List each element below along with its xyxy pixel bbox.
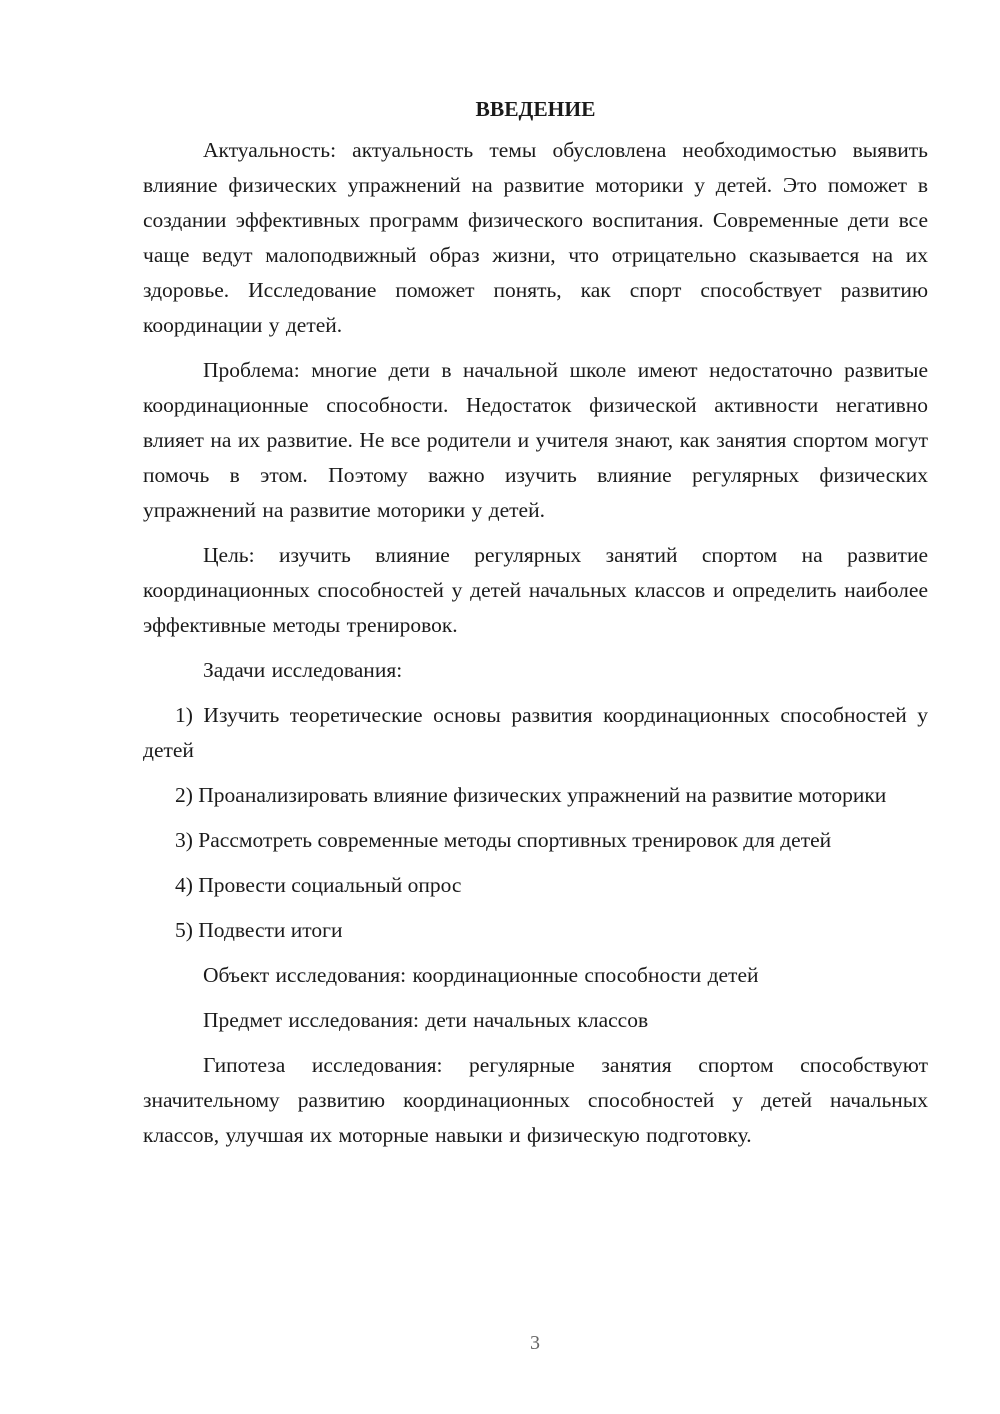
research-object: Объект исследования: координационные способности детей — [203, 963, 759, 987]
problem-paragraph: Проблема: многие дети в начальной школе имеют недостаточно развитые координационные способности. Недостаток физической активности негативно влияет на их развитие. Не все родители и учителя знают, как занятия спортом могут помочь в этом. Поэтому важно изучить влияние регулярных физических упражнений на развитие моторики у детей. — [143, 358, 928, 522]
tasks-heading: Задачи исследования: — [203, 658, 403, 682]
relevance-paragraph: Актуальность: актуальность темы обусловлена необходимостью выявить влияние физических упражнений на развитие моторики у детей. Это поможет в создании эффективных программ физического воспитания. Современные дети все чаще ведут малоподвижный образ жизни, что отрицательно сказывается на их здоровье. Исследование поможет понять, как спорт способствует развитию координации у детей. — [143, 138, 928, 337]
page-number: 3 — [530, 1332, 540, 1354]
research-subject: Предмет исследования: дети начальных классов — [203, 1008, 649, 1032]
task-item-1: 1) Изучить теоретические основы развития координационных способностей у детей — [143, 703, 928, 762]
document-page — [143, 92, 928, 1163]
goal-paragraph: Цель: изучить влияние регулярных занятий спортом на развитие координационных способностей у детей начальных классов и определить наиболее эффективные методы тренировок. — [143, 543, 928, 637]
task-item-2: 2) Проанализировать влияние физических упражнений на развитие моторики — [175, 783, 887, 807]
page-title: ВВЕДЕНИЕ — [475, 97, 596, 121]
task-item-3: 3) Рассмотреть современные методы спортивных тренировок для детей — [175, 828, 832, 852]
task-item-4: 4) Провести социальный опрос — [175, 873, 462, 897]
task-item-5: 5) Подвести итоги — [175, 918, 343, 942]
research-hypothesis: Гипотеза исследования: регулярные занятия спортом способствуют значительному развитию координационных способностей у детей начальных классов, улучшая их моторные навыки и физическую подготовку. — [143, 1053, 928, 1147]
